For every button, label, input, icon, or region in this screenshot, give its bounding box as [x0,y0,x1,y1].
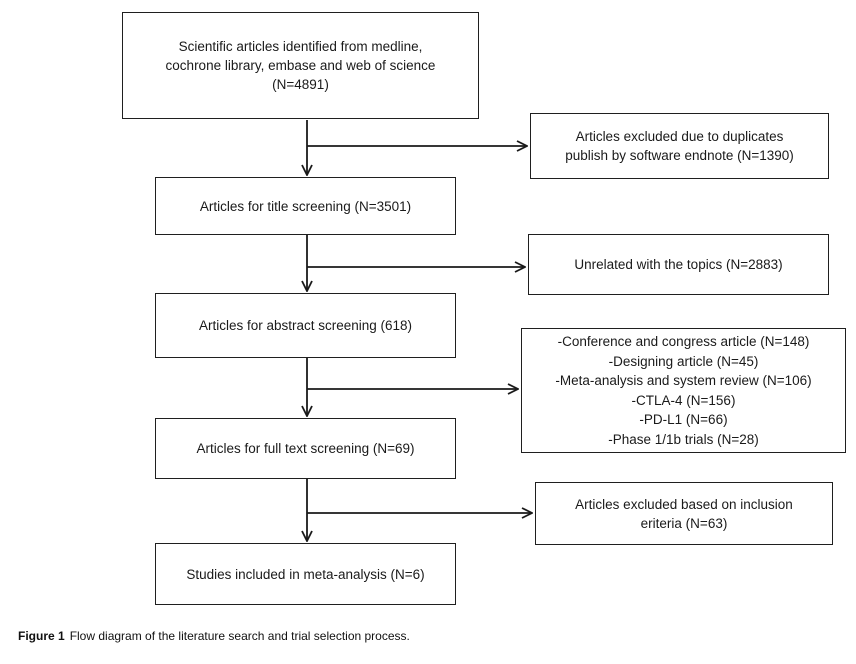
box-text-line: Articles excluded due to duplicates [575,129,784,144]
box-text-line: Articles for title screening (N=3501) [199,198,412,214]
figure-caption-text: Flow diagram of the literature search and trial selection process. [69,629,410,643]
box-text-line: Unrelated with the topics (N=2883) [574,257,783,272]
flow-box-title-screening [155,177,456,235]
box-text-line: Articles excluded based on inclusion [575,496,793,512]
box-text-line: cochrone library, embase and web of science [165,58,436,73]
box-text-line: -Designing article (N=45) [608,353,759,369]
box-text-line: Articles for abstract screening (618) [198,318,413,333]
exclusion-box-duplicates [530,113,829,179]
box-text-line: -Phase 1/1b trials (N=28) [608,431,759,447]
box-text-line: publish by software endnote (N=1390) [565,148,794,163]
box-text-line: -Meta-analysis and system review (N=106) [555,373,812,388]
flow-box-fulltext-screening [155,418,456,479]
flow-box-included [155,543,456,605]
exclusion-box-inclusion-criteria [535,482,833,545]
box-text-line: (N=4891) [272,77,329,92]
exclusion-box-unrelated [528,234,829,295]
box-text-line: Scientific articles identified from medline, [178,39,423,54]
figure-caption-label: Figure 1 [18,629,65,643]
box-text-line: -PD-L1 (N=66) [639,412,728,427]
box-text-line: Studies included in meta-analysis (N=6) [186,566,425,582]
figure-caption [18,629,410,643]
box-text-line: Articles for full text screening (N=69) [196,441,415,456]
exclusion-box-abstract-reasons [521,328,846,453]
flow-box-abstract-screening [155,293,456,358]
box-text-line: -Conference and congress article (N=148) [557,334,810,349]
box-text-line: eriteria (N=63) [640,515,728,531]
box-text-line: -CTLA-4 (N=156) [631,392,736,408]
flow-box-identification [122,12,479,119]
